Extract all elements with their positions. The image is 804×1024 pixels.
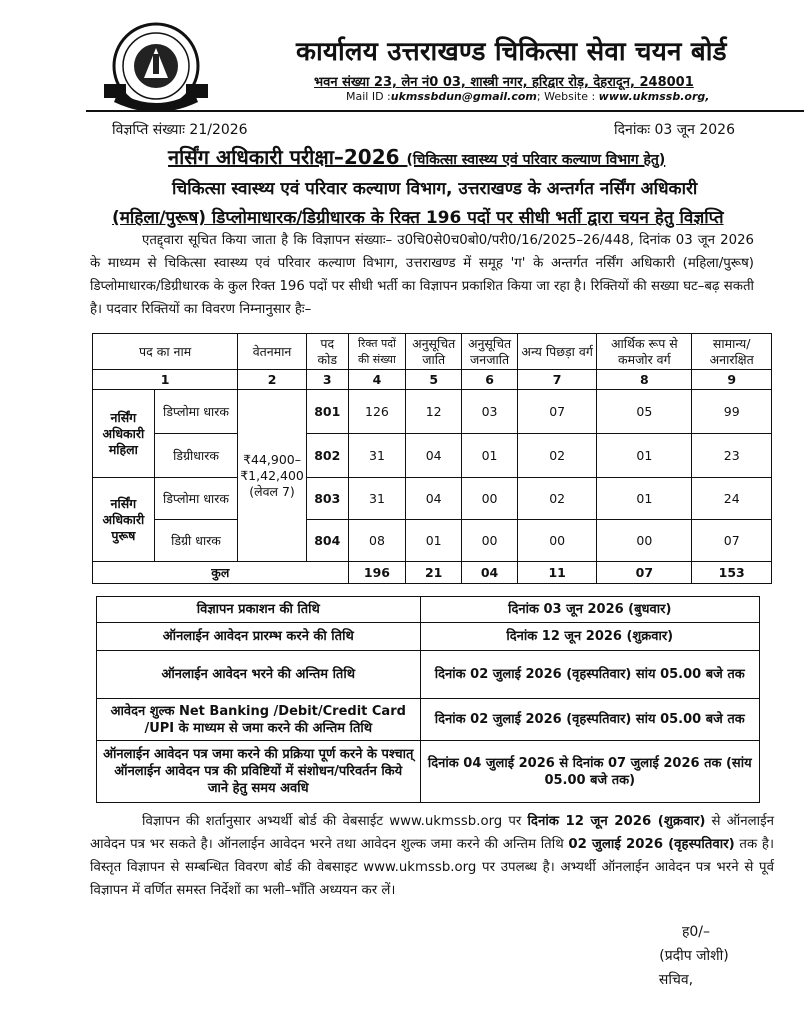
mail-label: Mail ID : — [346, 90, 391, 103]
col-number: 8 — [597, 370, 692, 390]
col-number: 3 — [306, 370, 348, 390]
column-number-row — [93, 370, 772, 390]
col-number: 2 — [238, 370, 307, 390]
table-row — [93, 434, 772, 478]
website: www.ukmssb.org, — [598, 90, 710, 103]
post-code: 804 — [306, 520, 348, 562]
obc-total: 11 — [518, 562, 597, 584]
ews-count: 01 — [597, 434, 692, 478]
qualification: डिप्लोमा धारक — [154, 390, 237, 434]
general-count: 24 — [692, 478, 772, 520]
schedule-row — [97, 699, 760, 741]
sc-count: 04 — [406, 434, 462, 478]
notice-number: विज्ञप्ति संख्याः 21/2026 — [112, 122, 248, 138]
schedule-label: ऑनलाईन आवेदन पत्र जमा करने की प्रक्रिया पूर्ण करने के पश्चात् ऑनलाईन आवेदन पत्र की प्रविष्टियों में संशोधन/परिवर्तन किये जाने हेतु समय अवधि — [97, 741, 421, 803]
header-pay-scale: वेतनमान — [238, 334, 307, 370]
general-count: 23 — [692, 434, 772, 478]
qualification: डिप्लोमा धारक — [154, 478, 237, 520]
schedule-date: दिनांक 02 जुलाई 2026 (वृहस्पतिवार) सांय 05.00 बजे तक — [420, 651, 759, 699]
qualification: डिग्रीधारक — [154, 434, 237, 478]
obc-count: 00 — [518, 520, 597, 562]
mail-id: ukmssbdun@gmail.com — [390, 90, 537, 103]
board-logo — [98, 22, 214, 110]
schedule-label: ऑनलाईन आवेदन प्रारम्भ करने की तिथि — [97, 623, 421, 651]
total-vacancy: 126 — [348, 390, 406, 434]
sc-count: 01 — [406, 520, 462, 562]
ews-count: 01 — [597, 478, 692, 520]
office-title: कार्यालय उत्तराखण्ड चिकित्सा सेवा चयन बोर्ड — [296, 37, 727, 67]
st-count: 00 — [462, 520, 518, 562]
schedule-label: विज्ञापन प्रकाशन की तिथि — [97, 597, 421, 623]
header-post-name: पद का नाम — [93, 334, 238, 370]
post-code: 802 — [306, 434, 348, 478]
col-number: 9 — [692, 370, 772, 390]
schedule-date: दिनांक 12 जून 2026 (शुक्रवार) — [420, 623, 759, 651]
total-row — [93, 562, 772, 584]
closing-start-date: दिनांक 12 जून 2026 (शुक्रवार) — [527, 814, 706, 829]
exam-title-sub: (चिकित्सा स्वास्थ्य एवं परिवार कल्याण विभाग हेतु) — [406, 152, 666, 168]
schedule-table — [96, 596, 760, 803]
table-row — [93, 478, 772, 520]
general-total: 153 — [692, 562, 772, 584]
signature-mark: ह0/– — [681, 924, 711, 940]
schedule-row — [97, 741, 760, 803]
schedule-label: ऑनलाईन आवेदन भरने की अन्तिम तिथि — [97, 651, 421, 699]
schedule-label: आवेदन शुल्क Net Banking /Debit/Credit Card /UPI के माध्यम से जमा करने की अन्तिम तिथि — [97, 699, 421, 741]
post-female: नर्सिंग अधिकारी महिला — [93, 390, 155, 478]
subtitle-line-1: चिकित्सा स्वास्थ्य एवं परिवार कल्याण विभाग, उत्तराखण्ड के अन्तर्गत नर्सिंग अधिकारी — [172, 179, 698, 199]
post-code: 803 — [306, 478, 348, 520]
st-total: 04 — [462, 562, 518, 584]
header-divider — [86, 110, 804, 112]
header-obc: अन्य पिछड़ा वर्ग — [518, 334, 597, 370]
st-count: 01 — [462, 434, 518, 478]
total-vacancy: 31 — [348, 434, 406, 478]
header-ews: आर्थिक रूप से कमजोर वर्ग — [597, 334, 692, 370]
col-number: 6 — [462, 370, 518, 390]
table-row — [93, 390, 772, 434]
intro-text: एतद्द्वारा सूचित किया जाता है कि विज्ञापन संख्याः– उ0चि0से0च0बो0/परी0/16/2025–26/448, दिनांक 03 जून 2026 के माध्यम से चिकित्सा स्वास्थ्य एवं परिवार कल्याण विभाग, उत्तराखण्ड में समूह 'ग' के अन्तर्गत नर्सिंग अधिकारी (महिला/पुरूष) डिप्लोमाधारक/डिग्रीधारक के कुल रिक्त 196 पदों पर सीधी भर्ती का विज्ञापन प्रकाशित किया जा रहा है। रिक्तियों की सख्या घट–बढ़ सकती है। पदवार रिक्तियों का विवरण निम्नानुसार हैः– — [90, 233, 754, 317]
general-count: 99 — [692, 390, 772, 434]
signatory-designation: सचिव, — [658, 972, 694, 988]
office-address: भवन संख्या 23, लेन नं0 03, शास्त्री नगर, हरिद्वार रोड़, देहरादून, 248001 — [314, 75, 694, 90]
obc-count: 02 — [518, 478, 597, 520]
ews-total: 07 — [597, 562, 692, 584]
table-row — [93, 520, 772, 562]
schedule-row — [97, 651, 760, 699]
website-label: ; Website : — [536, 90, 596, 103]
vacancy-table — [92, 333, 772, 584]
pay-scale: ₹44,900– ₹1,42,400 (लेवल 7) — [238, 390, 307, 562]
col-number: 1 — [93, 370, 238, 390]
post-code: 801 — [306, 390, 348, 434]
total-vacancy: 08 — [348, 520, 406, 562]
notice-date: दिनांकः 03 जून 2026 — [614, 122, 735, 138]
closing-last-date: 02 जुलाई 2026 (वृहस्पतिवार) — [568, 837, 735, 852]
signatory-name: (प्रदीप जोशी) — [659, 948, 729, 964]
col-number: 4 — [348, 370, 406, 390]
sc-count: 12 — [406, 390, 462, 434]
total-vacancy: 196 — [348, 562, 406, 584]
post-male: नर्सिंग अधिकारी पुरूष — [93, 478, 155, 562]
header-general: सामान्य/ अनारक्षित — [692, 334, 772, 370]
contact-line — [346, 90, 786, 103]
schedule-date: दिनांक 02 जुलाई 2026 (वृहस्पतिवार) सांय 05.00 बजे तक — [420, 699, 759, 741]
closing-text-3: तक है। विस्तृत विज्ञापन से सम्बन्धित विवरण बोर्ड की वेबसाइट www.ukmssb.org पर उपलब्ध है। अभ्यर्थी ऑनलाईन आवेदन पत्र भरने से पूर्व विज्ञापन में वर्णित समस्त निर्देशों का भली–भाँति अध्ययन कर लें। — [90, 837, 774, 898]
intro-paragraph — [90, 229, 754, 321]
ews-count: 05 — [597, 390, 692, 434]
header-post-code: पद कोड — [306, 334, 348, 370]
obc-count: 02 — [518, 434, 597, 478]
closing-paragraph — [90, 810, 774, 902]
schedule-date: दिनांक 04 जुलाई 2026 से दिनांक 07 जुलाई 2026 तक (सांय 05.00 बजे तक) — [420, 741, 759, 803]
st-count: 00 — [462, 478, 518, 520]
general-count: 07 — [692, 520, 772, 562]
qualification: डिग्री धारक — [154, 520, 237, 562]
total-label: कुल — [93, 562, 349, 584]
total-vacancy: 31 — [348, 478, 406, 520]
closing-text-1: विज्ञापन की शर्तानुसार अभ्यर्थी बोर्ड की वेबसाईट www.ukmssb.org पर — [142, 814, 528, 829]
st-count: 03 — [462, 390, 518, 434]
schedule-date: दिनांक 03 जून 2026 (बुधवार) — [420, 597, 759, 623]
sc-total: 21 — [406, 562, 462, 584]
subtitle-line-2: (महिला/पुरूष) डिप्लोमाधारक/डिग्रीधारक के रिक्त 196 पदों पर सीधी भर्ती द्वारा चयन हेतु विज्ञप्ति — [112, 208, 724, 228]
closing-text-2: से ऑनलाईन आवेदन पत्र भर सकते है। ऑनलाईन आवेदन भरने तथा आवेदन शुल्क जमा करने की अन्तिम तिथि — [90, 814, 774, 852]
schedule-row — [97, 623, 760, 651]
sc-count: 04 — [406, 478, 462, 520]
header-st: अनुसूचित जनजाति — [462, 334, 518, 370]
schedule-row — [97, 597, 760, 623]
col-number: 7 — [518, 370, 597, 390]
col-number: 5 — [406, 370, 462, 390]
header-sc: अनुसूचित जाति — [406, 334, 462, 370]
obc-count: 07 — [518, 390, 597, 434]
exam-title-main: नर्सिंग अधिकारी परीक्षा–2026 — [168, 145, 400, 169]
ews-count: 00 — [597, 520, 692, 562]
table-header-row — [93, 334, 772, 370]
exam-title — [168, 143, 665, 170]
header-total-vacancy: रिक्त पदों की संख्या — [348, 334, 406, 370]
